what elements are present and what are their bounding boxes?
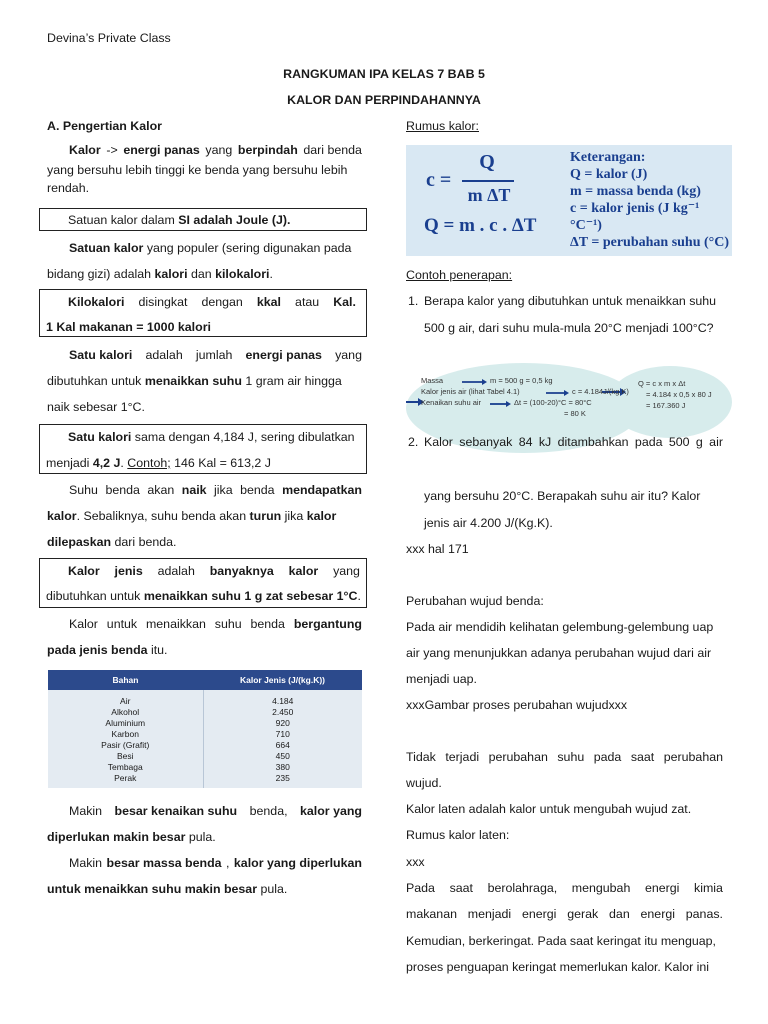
box-satuan-si-text: Satuan kalor dalam SI adalah Joule (J). <box>68 213 291 227</box>
table-cell-bahan: Tembaga <box>107 762 143 772</box>
paragraph-bergantung-line-2: pada jenis benda itu. <box>47 643 168 657</box>
keterangan-item: ΔT = perubahan suhu (°C) <box>570 235 730 250</box>
keterangan-title: Keterangan: <box>570 150 646 165</box>
paragraph-satu-kalori-line-3: naik sebesar 1°C. <box>47 400 145 414</box>
paragraph-tidak-terjadi-line-2: wujud. <box>406 776 442 790</box>
paragraph-uap-line-2: air yang menunjukkan adanya perubahan wujud dari air <box>406 646 712 660</box>
table-cell-bahan: Air <box>120 696 131 706</box>
placeholder-gambar: xxxGambar proses perubahan wujudxxx <box>406 698 628 712</box>
table-cell-nilai: 235 <box>275 773 290 783</box>
diagram-kenaikan-label: Kenaikan suhu air <box>421 398 482 407</box>
placeholder-xxx: xxx <box>406 855 425 869</box>
paragraph-kalor-line-2: yang bersuhu lebih tinggi ke benda yang bersuhu lebih <box>47 163 348 177</box>
table-cell-bahan: Alkohol <box>111 707 140 717</box>
paragraph-kenaikan-suhu-line-2: diperlukan makin besar pula. <box>47 830 216 844</box>
section-heading-a: A. Pengertian Kalor <box>47 119 162 133</box>
title-line-1: RANGKUMAN IPA KELAS 7 BAB 5 <box>283 67 485 81</box>
table-cell-nilai: 2.450 <box>272 707 294 717</box>
box-kalor-jenis-line-1: Kalor jenis adalah banyaknya kalor yang <box>68 564 360 578</box>
box-satu-kalori-line-2: menjadi 4,2 J. Contoh; 146 Kal = 613,2 J <box>46 456 271 470</box>
diagram-result-line-3: = 167.360 J <box>646 401 686 410</box>
document-header: Devina’s Private Class <box>47 31 171 45</box>
box-satu-kalori-joule <box>39 424 367 474</box>
paragraph-bergantung-line-1: Kalor untuk menaikkan suhu benda bergantung <box>69 617 362 631</box>
question-2-line-2: yang bersuhu 20°C. Berapakah suhu air itu? Kalor <box>424 489 701 503</box>
table-cell-nilai: 4.184 <box>272 696 294 706</box>
paragraph-uap-line-1: Pada air mendidih kelihatan gelembung-gelembung uap <box>406 620 714 634</box>
perubahan-wujud-heading: Perubahan wujud benda: <box>406 594 544 608</box>
paragraph-suhu-naik-line-3: dilepaskan dari benda. <box>47 535 177 549</box>
question-2-number: 2. <box>408 435 419 449</box>
table-column-nilai <box>203 690 362 788</box>
paragraph-satu-kalori-line-1: Satu kalori adalah jumlah energi panas yang <box>69 348 362 362</box>
box-satu-kalori-line-1: Satu kalori sama dengan 4,184 J, sering dibulatkan <box>68 430 355 444</box>
table-cell-bahan: Karbon <box>111 729 139 739</box>
formula-box <box>406 145 732 256</box>
formula-keterangan <box>570 149 732 251</box>
paragraph-massa-benda-line-1: Makin besar massa benda , kalor yang diperlukan <box>69 856 362 870</box>
kalor-laten-rumus-heading: Rumus kalor laten: <box>406 828 510 842</box>
table-cell-nilai: 380 <box>275 762 290 772</box>
paragraph-suhu-naik-line-1: Suhu benda akan naik jika benda mendapatkan <box>69 483 362 497</box>
paragraph-kenaikan-suhu-line-1: Makin besar kenaikan suhu benda, kalor yang <box>69 804 362 818</box>
paragraph-olahraga-line-2: makanan menjadi energi gerak dan energi panas. <box>406 907 723 921</box>
table-body-row <box>48 690 362 788</box>
diagram-result-line-2: = 4.184 x 0,5 x 80 J <box>646 390 712 399</box>
contoh-heading: Contoh penerapan: <box>406 268 513 282</box>
question-2-line-3: jenis air 4.200 J/(Kg.K). <box>424 516 553 530</box>
paragraph-tidak-terjadi-line-1: Tidak terjadi perubahan suhu pada saat perubahan <box>406 750 723 764</box>
keterangan-item: m = massa benda (kg) <box>570 184 701 199</box>
paragraph-olahraga-line-3: Kemudian, berkeringat. Pada saat keringat itu menguap, <box>406 934 716 948</box>
paragraph-kalor-line-1: Kalor -> energi panas yang berpindah dari benda <box>69 143 362 157</box>
title-line-2: KALOR DAN PERPINDAHANNYA <box>287 93 481 107</box>
table-cell-nilai: 450 <box>275 751 290 761</box>
paragraph-massa-benda-line-2: untuk menaikkan suhu makin besar pula. <box>47 882 288 896</box>
kalor-laten-definition: Kalor laten adalah kalor untuk mengubah wujud zat. <box>406 802 692 816</box>
keterangan-item: c = kalor jenis (J kg⁻¹ °C⁻¹) <box>570 201 700 233</box>
table-cell-nilai: 664 <box>275 740 290 750</box>
formula-c-lhs: c = <box>426 169 452 191</box>
diagram-result-line-1: Q = c x m x Δt <box>638 379 686 388</box>
kalor-jenis-table <box>48 670 362 788</box>
box-kalor-jenis-line-2: dibutuhkan untuk menaikkan suhu 1 g zat sebesar 1°C. <box>46 589 361 603</box>
keterangan-item: Q = kalor (J) <box>570 167 648 182</box>
question-1-line-2: 500 g air, dari suhu mula-mula 20°C menjadi 100°C? <box>424 321 714 335</box>
paragraph-satu-kalori-line-2: dibutuhkan untuk menaikkan suhu 1 gram air hingga <box>47 374 342 388</box>
paragraph-satuan-populer-line-2: bidang gizi) adalah kalori dan kilokalori. <box>47 267 273 281</box>
box-kalor-jenis <box>39 558 367 608</box>
question-1-line-1: Berapa kalor yang dibutuhkan untuk menaikkan suhu <box>424 294 717 308</box>
box-kilokalori-line-2: 1 Kal makanan = 1000 kalori <box>46 320 211 334</box>
diagram-kalor-jenis-label: Kalor jenis air (lihat Tabel 4.1) <box>421 387 520 396</box>
formula-denominator: m ΔT <box>467 185 511 205</box>
paragraph-satuan-populer-line-1: Satuan kalor yang populer (sering digunakan pada <box>69 241 352 255</box>
table-cell-bahan: Pasir (Grafit) <box>101 740 150 750</box>
question-1-number: 1. <box>408 294 419 308</box>
table-cell-nilai: 920 <box>275 718 290 728</box>
diagram-kalor-jenis-value: c = 4.184J/(kg.K) <box>572 387 629 396</box>
paragraph-kalor-line-3: rendah. <box>47 181 90 195</box>
paragraph-olahraga-line-1: Pada saat berolahraga, mengubah energi kimia <box>406 881 723 895</box>
rumus-kalor-heading: Rumus kalor: <box>406 119 479 133</box>
table-cell-bahan: Besi <box>116 751 134 761</box>
box-kilokalori <box>39 289 367 337</box>
question-2-line-1: Kalor sebanyak 84 kJ ditambahkan pada 500 g air <box>424 435 723 449</box>
paragraph-suhu-naik-line-2: kalor. Sebaliknya, suhu benda akan turun jika kalor <box>47 509 337 523</box>
table-cell-nilai: 710 <box>275 729 290 739</box>
formula-q-equation: Q = m . c . ΔT <box>424 215 537 236</box>
table-cell-bahan: Aluminium <box>105 718 146 728</box>
table-header-kalor-jenis: Kalor Jenis (J/(kg.K)) <box>203 670 362 690</box>
paragraph-olahraga-line-4: proses penguapan keringat memerlukan kalor. Kalor ini <box>406 960 710 974</box>
diagram-kenaikan-value-2: = 80 K <box>564 409 586 418</box>
box-kilokalori-line-1: Kilokalori disingkat dengan kkal atau Kal. <box>68 295 356 309</box>
placeholder-xxx-hal: xxx hal 171 <box>406 542 469 556</box>
table-header-bahan: Bahan <box>48 670 203 690</box>
paragraph-uap-line-3: menjadi uap. <box>406 672 477 686</box>
diagram-kenaikan-value: Δt = (100-20)°C = 80°C <box>514 398 592 407</box>
diagram-massa-label: Massa <box>421 376 444 385</box>
table-column-bahan <box>48 690 203 788</box>
formula-fraction-bar <box>462 180 514 182</box>
formula-numerator: Q <box>479 151 495 173</box>
box-satuan-si <box>39 208 367 231</box>
table-cell-bahan: Perak <box>114 773 137 783</box>
diagram-massa-value: m = 500 g = 0,5 kg <box>490 376 553 385</box>
table-header-row <box>48 670 362 690</box>
